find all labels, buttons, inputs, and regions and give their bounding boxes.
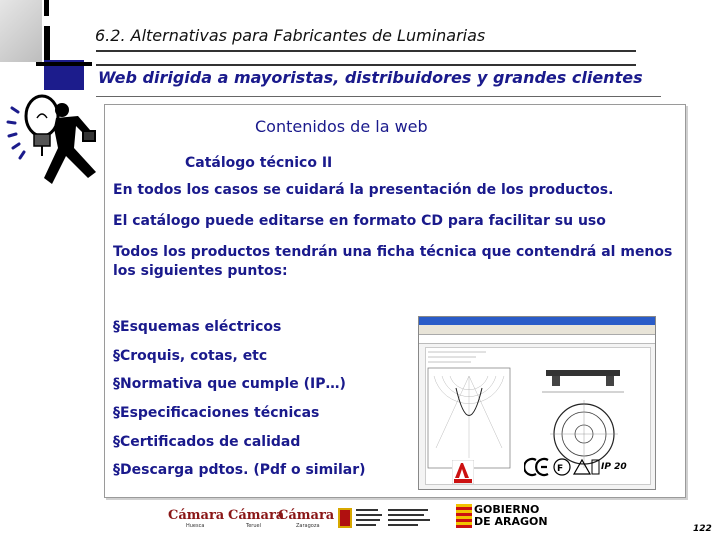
corner-bar-top — [44, 0, 49, 16]
ce-mark-icon — [524, 459, 548, 475]
ip-rating-label: IP 20 — [601, 462, 627, 472]
camara-teruel-name: Cámara — [228, 508, 285, 523]
svg-text:F: F — [557, 464, 564, 474]
bullet-sketches: §Croquis, cotas, etc — [113, 348, 268, 364]
content-subheading: Catálogo técnico II — [185, 155, 333, 171]
browser-addressbar — [419, 335, 655, 344]
camara-teruel-logo — [228, 508, 284, 529]
gobierno-text: GOBIERNO — [474, 503, 540, 516]
gobierno-aragon-logo — [474, 504, 548, 528]
browser-toolbar — [419, 325, 655, 335]
bullet-regulations: §Normativa que cumple (IP…) — [113, 376, 346, 392]
corner-decoration-light — [0, 0, 42, 62]
ministry-logo — [338, 506, 438, 530]
title-rule-bottom — [96, 64, 636, 66]
subtitle-rule — [96, 96, 661, 97]
paragraph-presentation: En todos los casos se cuidará la presentación de los productos. — [113, 182, 614, 198]
camara-teruel-city: Teruel — [246, 523, 261, 529]
camara-huesca-logo — [168, 508, 224, 529]
camara-huesca-name: Cámara — [168, 508, 225, 523]
bullet-download: §Descarga pdtos. (Pdf o similar) — [113, 462, 366, 478]
bullet-specifications: §Especificaciones técnicas — [113, 405, 320, 421]
adobe-icon — [452, 460, 474, 484]
lightbulb-businessman-clipart — [4, 86, 112, 192]
certification-icons — [524, 456, 600, 478]
content-heading: Contenidos de la web — [255, 117, 428, 136]
camara-huesca-city: Huesca — [186, 523, 205, 529]
section-title: 6.2. Alternativas para Fabricantes de Luminarias — [95, 26, 486, 45]
browser-titlebar — [419, 317, 655, 325]
camara-zaragoza-logo — [278, 508, 334, 529]
corner-bar-horizontal — [36, 62, 92, 66]
camara-zaragoza-city: Zaragoza — [296, 523, 320, 529]
certification-icon — [554, 459, 599, 475]
aragon-text: DE ARAGON — [474, 515, 548, 528]
bullet-certificates: §Certificados de calidad — [113, 434, 301, 450]
aragon-flag-icon — [456, 504, 472, 528]
page-number: 122 — [693, 524, 712, 534]
paragraph-technical-sheet: Todos los productos tendrán una ficha técnica que contendrá al menos los siguientes puntos: — [113, 244, 673, 279]
bullet-electrical-schemes: §Esquemas eléctricos — [113, 319, 282, 335]
lightbulb-icon — [8, 96, 58, 158]
page-subtitle: Web dirigida a mayoristas, distribuidores y grandes clientes — [98, 68, 643, 87]
camara-zaragoza-name: Cámara — [278, 508, 335, 523]
title-rule-top — [96, 50, 636, 52]
paragraph-cd: El catálogo puede editarse en formato CD para facilitar su uso — [113, 213, 606, 229]
